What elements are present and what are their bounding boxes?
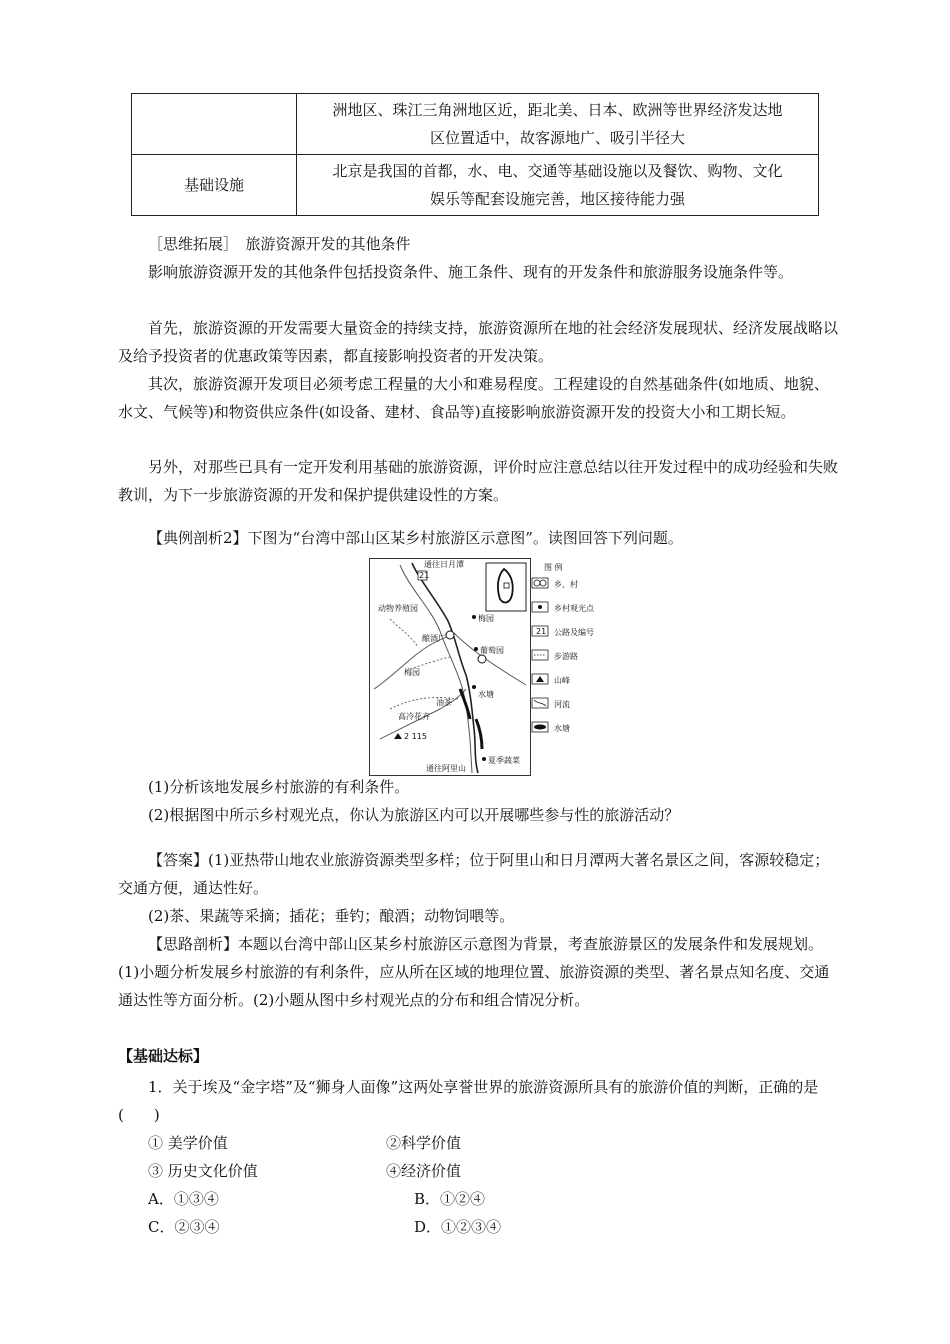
legend-item: 步游路 [554, 652, 578, 661]
table-cell-line: 洲地区、珠江三角洲地区近，距北美、日本、欧洲等世界经济发达地 [332, 101, 783, 119]
extension-paragraph: 首先，旅游资源的开发需要大量资金的持续支持，旅游资源所在地的社会经济发展现状、经济发展战略以及给予投资者的优惠政策等因素，都直接影响投资者的开发决策。 [118, 319, 839, 365]
option-1: ① 美学价值 [148, 1134, 228, 1152]
analysis: 【思路剖析】本题以台湾中部山区某乡村旅游区示意图为背景，考查旅游景区的发展条件和发展规划。(1)小题分析发展乡村旅游的有利条件，应从所在区域的地理位置、旅游资源的类型、著名景点知名度、交通通达性等方面分析。(2)小题从图中乡村观光点的分布和组合情况分析。 [118, 935, 830, 1009]
river-branch [454, 633, 526, 685]
legend-item: 乡村观光点 [554, 604, 594, 613]
answer-2: (2)茶、果蔬等采摘；插花；垂钓；酿酒；动物饲喂等。 [148, 907, 515, 925]
village-marker [446, 631, 454, 639]
map-label-pond: 水塘 [478, 690, 494, 699]
map-label-veg: 夏季蔬菜 [488, 756, 520, 765]
map-label-animal: 动物养殖园 [378, 604, 418, 613]
option-2: ②科学价值 [386, 1134, 462, 1152]
taiwan-inset-icon [498, 569, 513, 602]
map-label-grape: 葡萄园 [480, 646, 504, 655]
map-label-tea: 油茶 [436, 698, 452, 707]
spot-icon [538, 605, 542, 609]
map-label-alishan: 通往阿里山 [426, 764, 466, 773]
answer-1: 【答案】(1)亚热带山地农业旅游资源类型多样；位于阿里山和日月潭两大著名景区之间，客源较稳定；交通方便，通达性好。 [118, 851, 830, 897]
map-label-plum: 梅园 [478, 614, 494, 623]
conditions-table [131, 93, 819, 216]
example-intro: 【典例剖析2】下图为“台湾中部山区某乡村旅游区示意图”。读图回答下列问题。 [148, 529, 683, 547]
village-icon [534, 580, 540, 586]
map-label-plum-2: 梅园 [404, 668, 420, 677]
legend-item: 乡、村 [554, 580, 578, 589]
map-label-brewery: 酿酒厂 [422, 634, 446, 643]
village-marker [478, 655, 486, 663]
spot-dot [472, 685, 476, 689]
main-road [412, 563, 478, 773]
extension-paragraph: 其次，旅游资源开发项目必须考虑工程量的大小和难易程度。工程建设的自然基础条件(如地质、地貌、水文、气候等)和物资供应条件(如设备、建材、食品等)直接影响旅游资源开发的投资大小和工期长短。 [118, 375, 829, 421]
legend-title: 图 例 [544, 563, 563, 572]
road-number: 21 [419, 571, 430, 580]
table-cell-text [297, 94, 819, 155]
table-row [132, 155, 819, 216]
choice-b[interactable]: B．①②④ [414, 1190, 486, 1208]
map-label-sun-moon: 通往日月潭 [424, 560, 464, 569]
table-row [132, 94, 819, 155]
map-legend [530, 558, 620, 748]
pond-icon [534, 725, 546, 730]
road-sample-number: 21 [536, 627, 547, 636]
choice-a[interactable]: A．①③④ [148, 1190, 219, 1208]
option-3: ③ 历史文化价值 [148, 1162, 258, 1180]
table-cell-label: 基础设施 [132, 155, 297, 216]
question-2: (2)根据图中所示乡村观光点，你认为旅游区内可以开展哪些参与性的旅游活动？ [148, 806, 680, 824]
map-label-peak: 2 115 [404, 732, 427, 741]
legend-item: 河流 [554, 700, 570, 709]
table-cell-line: 北京是我国的首都，水、电、交通等基础设施以及餐饮、购物、文化 [332, 162, 783, 180]
town-icon [540, 580, 546, 586]
spot-dot [472, 615, 476, 619]
legend-item: 山峰 [554, 676, 570, 685]
peak-icon [536, 676, 544, 682]
tourism-map [369, 558, 531, 776]
map-drawing [370, 559, 530, 775]
choice-c[interactable]: C．②③④ [148, 1218, 220, 1236]
extension-paragraph: 另外，对那些已具有一定开发利用基础的旅游资源，评价时应注意总结以往开发过程中的成功经验和失败教训，为下一步旅游资源的开发和保护提供建设性的方案。 [118, 458, 839, 504]
spot-dot [482, 757, 486, 761]
legend-item: 水塘 [554, 724, 570, 733]
exercise-question: 1．关于埃及“金字塔”及“狮身人面像”这两处享誉世界的旅游资源所具有的旅游价值的判断，正确的是( ) [118, 1078, 819, 1124]
option-4: ④经济价值 [386, 1162, 462, 1180]
extension-heading: ［思维拓展］ 旅游资源开发的其他条件 [148, 235, 411, 253]
map-label-flower: 高冷花卉 [398, 712, 430, 721]
table-cell-line: 区位置适中，故客源地广、吸引半径大 [429, 129, 685, 147]
extension-paragraph: 影响旅游资源开发的其他条件包括投资条件、施工条件、现有的开发条件和旅游服务设施条件等。 [148, 263, 794, 281]
table-cell-label [132, 94, 297, 155]
table-cell-text [297, 155, 819, 216]
question-1: (1)分析该地发展乡村旅游的有利条件。 [148, 778, 410, 796]
choice-d[interactable]: D．①②③④ [414, 1218, 502, 1236]
section-title: 【基础达标】 [118, 1047, 209, 1065]
spot-dot [474, 647, 478, 651]
peak-icon [394, 733, 402, 739]
river-icon [534, 700, 546, 706]
legend-drawing [530, 558, 620, 748]
table-cell-line: 娱乐等配套设施完善，地区接待能力强 [429, 190, 685, 208]
inset-marker [504, 583, 509, 588]
legend-item: 公路及编号 [554, 628, 594, 637]
